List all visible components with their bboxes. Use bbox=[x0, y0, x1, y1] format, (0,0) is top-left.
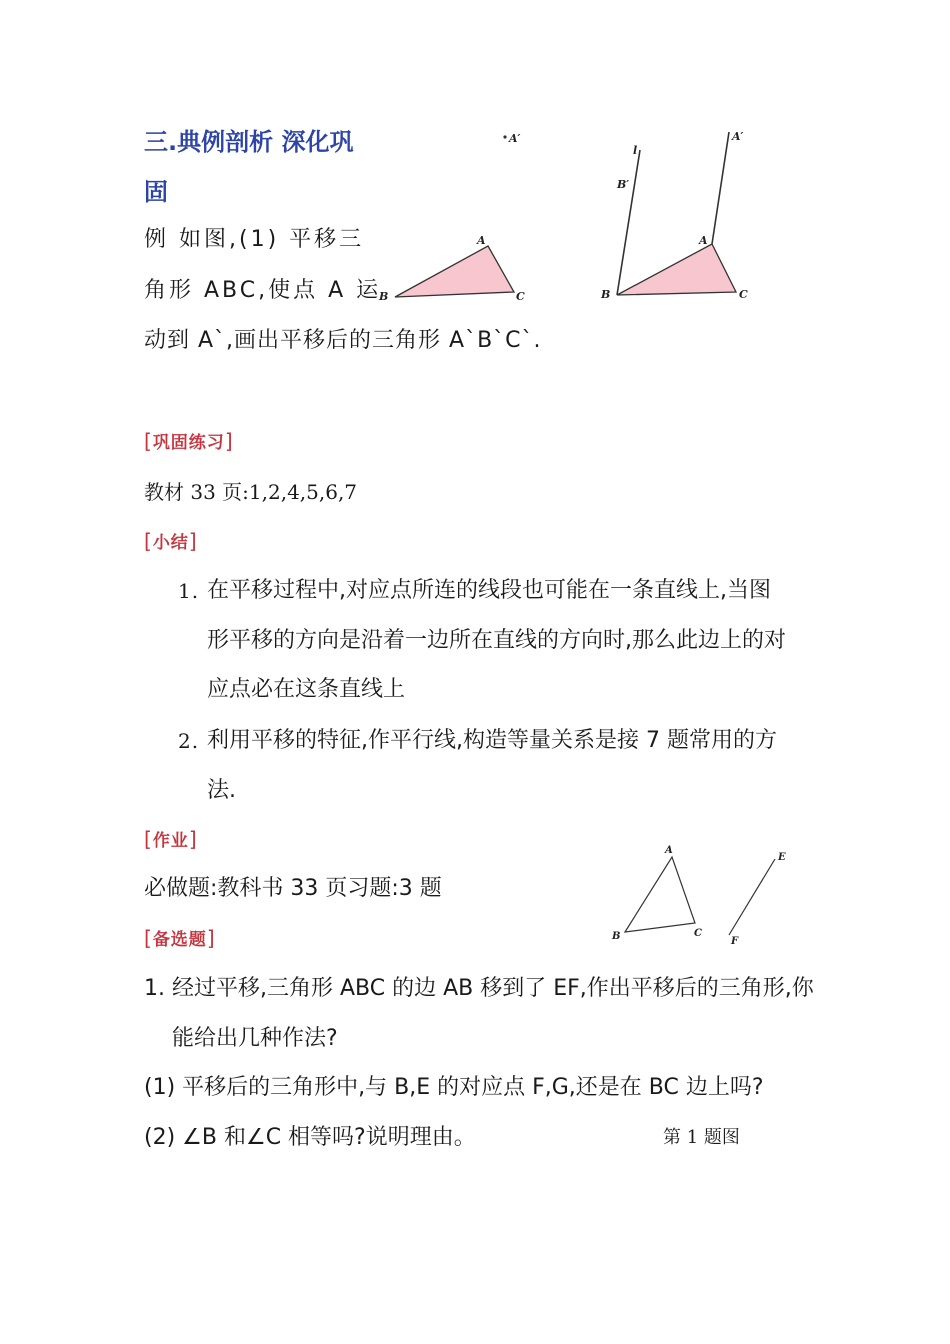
label-c: C bbox=[516, 290, 525, 303]
extra-q1-line-1: 1. 经过平移,三角形 ABC 的边 AB 移到了 EF,作出平移后的三角形,你 bbox=[144, 976, 814, 1001]
section-title bbox=[144, 127, 353, 157]
label-b: B bbox=[379, 290, 389, 303]
summary-item-1-line-2: 形平移的方向是沿着一边所在直线的方向时,那么此边上的对 bbox=[207, 628, 786, 653]
summary-heading-text: 小结 bbox=[152, 533, 189, 553]
section-title-line1: 三.典例剖析 深化巩 bbox=[144, 128, 354, 156]
line-aa-prime bbox=[712, 132, 729, 244]
homework-heading: [作业] bbox=[144, 827, 198, 851]
extra-sub-question-2: (2) ∠B 和∠C 相等吗?说明理由。 bbox=[144, 1125, 476, 1150]
summary-item-1-number: 1. bbox=[178, 579, 200, 603]
label-c-2: C bbox=[739, 288, 748, 301]
label-e: E bbox=[778, 852, 786, 863]
label-l: l bbox=[633, 144, 638, 157]
segment-ef bbox=[729, 859, 775, 935]
figure-question-1 bbox=[605, 840, 805, 950]
label-b-3: B bbox=[612, 931, 621, 942]
example-line-2: 角形 ABC,使点 A 运 bbox=[144, 278, 382, 303]
summary-item-1-line-1: 在平移过程中,对应点所连的线段也可能在一条直线上,当图 bbox=[207, 578, 771, 603]
triangle-abc-outline bbox=[625, 857, 695, 932]
figure-translation-construction bbox=[595, 120, 765, 310]
practice-text: 教材 33 页:1,2,4,5,6,7 bbox=[144, 480, 358, 504]
figure-triangle-abc bbox=[370, 120, 540, 310]
summary-item-2-line-2: 法. bbox=[207, 778, 236, 803]
extra-heading-text: 备选题 bbox=[152, 930, 207, 950]
practice-heading: [巩固练习] bbox=[144, 429, 234, 453]
triangle-abc-shape-2 bbox=[617, 244, 736, 295]
example-line-1: 例 如图,(1) 平移三 bbox=[144, 227, 365, 252]
extra-sub-question-1: (1) 平移后的三角形中,与 B,E 的对应点 F,G,还是在 BC 边上吗? bbox=[144, 1075, 764, 1100]
label-a-3: A bbox=[665, 845, 673, 856]
line-l bbox=[617, 150, 640, 295]
section-title-line2: 固 bbox=[144, 178, 168, 206]
label-c-3: C bbox=[694, 928, 702, 939]
summary-item-1-line-3: 应点必在这条直线上 bbox=[207, 677, 406, 702]
label-b-2: B bbox=[601, 288, 611, 301]
summary-item-2-line-1: 利用平移的特征,作平行线,构造等量关系是接 7 题常用的方 bbox=[207, 728, 777, 753]
point-a-prime bbox=[503, 135, 506, 138]
summary-item-2-number: 2. bbox=[178, 729, 200, 753]
label-a-2: A bbox=[699, 234, 708, 247]
label-a-prime: A′ bbox=[509, 132, 521, 145]
label-a-prime-2: A′ bbox=[732, 130, 744, 143]
homework-text: 必做题:教科书 33 页习题:3 题 bbox=[144, 876, 442, 901]
label-a: A bbox=[477, 234, 486, 247]
example-line-3: 动到 A`,画出平移后的三角形 A`B`C`. bbox=[144, 328, 542, 353]
extra-q1-line-2: 能给出几种作法? bbox=[172, 1026, 338, 1051]
triangle-abc-shape bbox=[395, 246, 514, 297]
extra-heading: [备选题] bbox=[144, 926, 216, 950]
homework-heading-text: 作业 bbox=[152, 831, 189, 851]
figure-caption: 第 1 题图 bbox=[663, 1127, 740, 1148]
label-f: F bbox=[731, 936, 739, 947]
summary-heading: [小结] bbox=[144, 529, 198, 553]
practice-heading-text: 巩固练习 bbox=[152, 433, 225, 453]
section-title-continued bbox=[144, 177, 168, 207]
label-b-prime: B′ bbox=[617, 178, 630, 191]
